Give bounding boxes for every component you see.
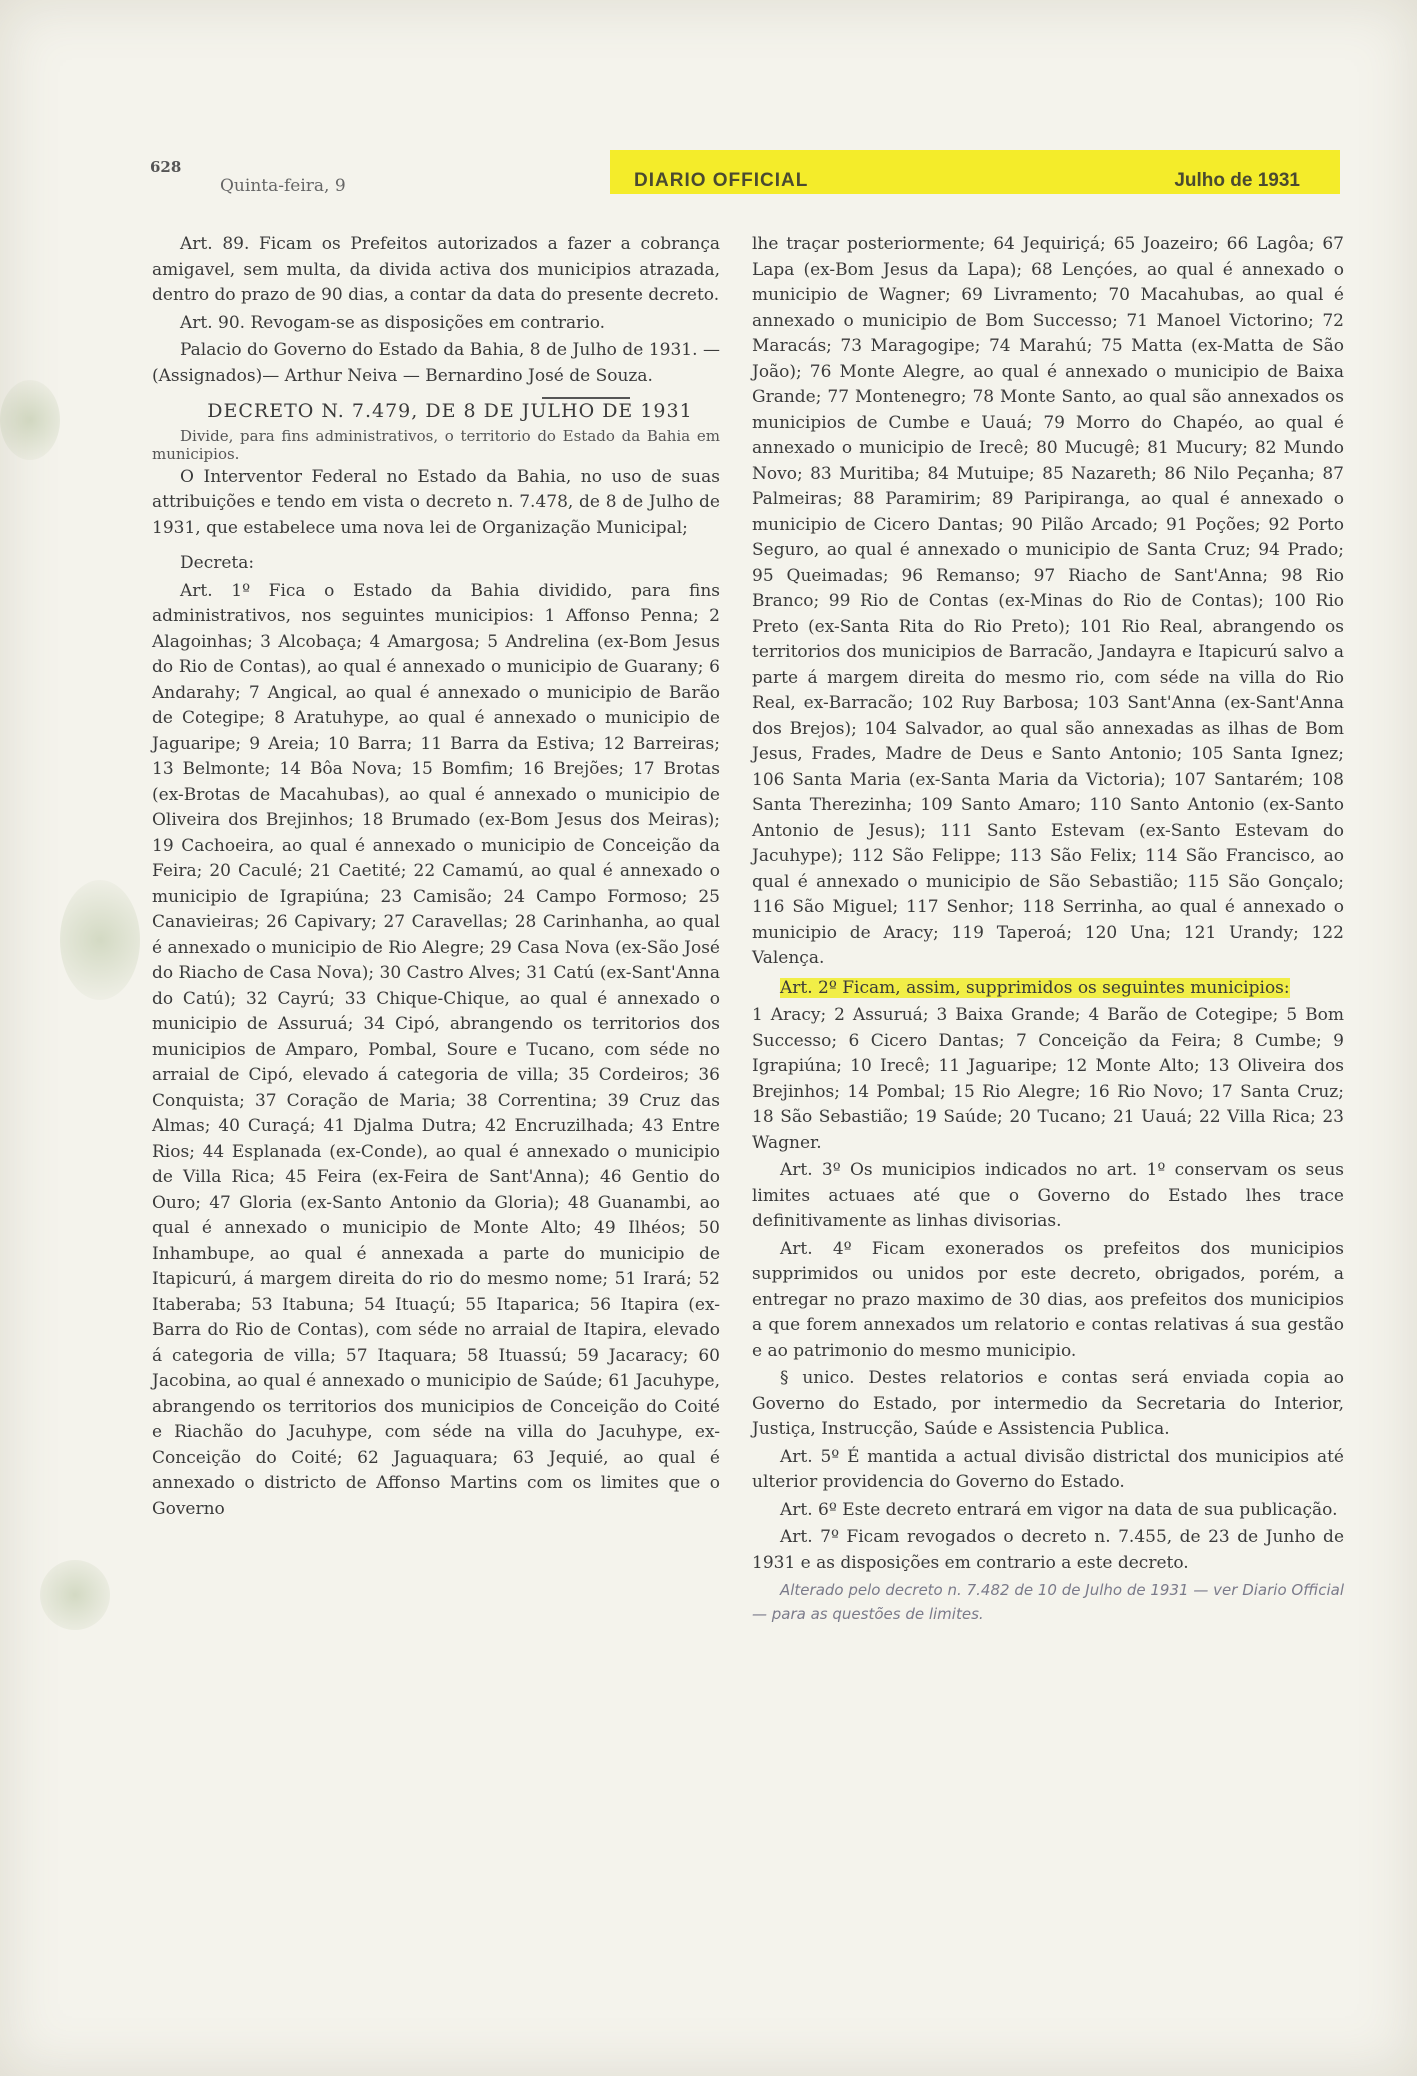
paper-stain [60, 880, 140, 1000]
highlighted-text: Art. 2º Ficam, assim, supprimidos os seguintes municipios: [780, 977, 1290, 998]
article-2-heading [752, 976, 1344, 1002]
left-column [152, 232, 720, 1524]
article-1-continuation: lhe traçar posteriormente; 64 Jequiriçá; 65 Joazeiro; 66 Lagôa; 67 Lapa (ex-Bom Jesus da Lapa); 68 Lençóes, ao qual é annexado o municipio de Wagner; 69 Livramento; 70 Macahubas, ao qual é annexado o municipio de Bom Successo; 71 Manoel Victorino; 72 Maracás; 73 Maragogipe; 74 Marahú; 75 Matta (ex-Matta de São João); 76 Monte Alegre, ao qual é annexado o municipio de Baixa Grande; 77 Montenegro; 78 Monte Santo, ao qual são annexados os municipios de Cumbe e Uauá; 79 Morro do Chapéo, ao qual é annexado o municipio de Irecê; 80 Mucugê; 81 Mucury; 82 Mundo Novo; 83 Muritiba; 84 Mutuipe; 85 Nazareth; 86 Nilo Peçanha; 87 Palmeiras; 88 Paramirim; 89 Paripiranga, ao qual é annexado o municipio de Cicero Dantas; 90 Pilão Arcado; 91 Poções; 92 Porto Seguro, ao qual é annexado o municipio de Santa Cruz; 94 Prado; 95 Queimadas; 96 Remanso; 97 Riacho de Sant'Anna; 98 Rio Branco; 99 Rio de Contas (ex-Minas do Rio de Contas); 100 Rio Preto (ex-Santa Rita do Rio Preto); 101 Rio Real, abrangendo os territorios dos municipios de Barracão, Jandayra e Itapicurú salvo a parte á margem direita do mesmo rio, com séde na villa do Rio Real, ex-Barracão; 102 Ruy Barbosa; 103 Sant'Anna (ex-Sant'Anna dos Brejos); 104 Salvador, ao qual são annexadas as ilhas de Bom Jesus, Frades, Madre de Deus e Santo Antonio; 105 Santa Ignez; 106 Santa Maria (ex-Santa Maria da Victoria); 107 Santarém; 108 Santa Therezinha; 109 Santo Amaro; 110 Santo Antonio (ex-Santo Antonio de Jesus); 111 Santo Estevam (ex-Santo Estevam do Jacuhype); 112 São Felippe; 113 São Felix; 114 São Francisco, ao qual é annexado o municipio de São Sebastião; 115 São Gonçalo; 116 São Miguel; 117 Senhor; 118 Serrinha, ao qual é annexado o municipio de Aracy; 119 Taperoá; 120 Una; 121 Urandy; 122 Valença. [752, 234, 1344, 968]
article-90: Art. 90. Revogam-se as disposições em contrario. [180, 312, 606, 333]
decree-summary: Divide, para fins administrativos, o territorio do Estado da Bahia em municipios. [152, 426, 720, 463]
article-4: Art. 4º Ficam exonerados os prefeitos dos municipios supprimidos ou unidos por este decreto, obrigados, porém, a entregar no prazo maximo de 30 dias, aos prefeitos dos municipios a que forem annexados um relatorio e contas relativas á sua gestão e ao patrimonio do mesmo municipio. [752, 1238, 1344, 1361]
signature-paragraph: Palacio do Governo do Estado da Bahia, 8 de Julho de 1931. —(Assignados)— Arthur Neiva — Bernardino José de Souza. [152, 340, 720, 386]
article-1: Art. 1º Fica o Estado da Bahia dividido, para fins administrativos, nos seguintes municipios: 1 Affonso Penna; 2 Alagoinhas; 3 Alcobaça; 4 Amargosa; 5 Andrelina (ex-Bom Jesus do Rio de Contas), ao qual é annexado o municipio de Guarany; 6 Andarahy; 7 Angical, ao qual é annexado o municipio de Barão de Cotegipe; 8 Aratuhype, ao qual é annexado o municipio de Jaguaripe; 9 Areia; 10 Barra; 11 Barra da Estiva; 12 Barreiras; 13 Belmonte; 14 Bôa Nova; 15 Bomfim; 16 Brejões; 17 Brotas (ex-Brotas de Macahubas), ao qual é annexado o municipio de Oliveira dos Brejinhos; 18 Brumado (ex-Bom Jesus dos Meiras); 19 Cachoeira, ao qual é annexado o municipio de Conceição da Feira; 20 Caculé; 21 Caetité; 22 Camamú, ao qual é annexado o municipio de Igrapiúna; 23 Camisão; 24 Campo Formoso; 25 Canavieiras; 26 Capivary; 27 Caravellas; 28 Carinhanha, ao qual é annexado o municipio de Rio Alegre; 29 Casa Nova (ex-São José do Riacho de Casa Nova); 30 Castro Alves; 31 Catú (ex-Sant'Anna do Catú); 32 Cayrú; 33 Chique-Chique, ao qual é annexado o municipio de Assuruá; 34 Cipó, abrangendo os territorios dos municipios de Amparo, Pombal, Soure e Tucano, com séde no arraial de Cipó, elevado á categoria de villa; 35 Cordeiros; 36 Conquista; 37 Coração de Maria; 38 Correntina; 39 Cruz das Almas; 40 Curaçá; 41 Djalma Dutra; 42 Encruzilhada; 43 Entre Rios; 44 Esplanada (ex-Conde), ao qual é annexado o municipio de Villa Rica; 45 Feira (ex-Feira de Sant'Anna); 46 Gentio do Ouro; 47 Gloria (ex-Santo Antonio da Gloria); 48 Guanambi, ao qual é annexado o municipio de Monte Alto; 49 Ilhéos; 50 Inhambupe, ao qual é annexada a parte do municipio de Itapicurú, á margem direita do rio do mesmo nome; 51 Irará; 52 Itaberaba; 53 Itabuna; 54 Ituaçú; 55 Itaparica; 56 Itapira (ex-Barra do Rio de Contas), com séde no arraial de Itapira, elevado á categoria de villa; 57 Itaquara; 58 Ituassú; 59 Jacaracy; 60 Jacobina, ao qual é annexado o municipio de Saúde; 61 Jacuhype, abrangendo os territorios dos municipios de Conceição do Coité e Riachão do Jacuhype, com séde na villa do Jacuhype, ex-Conceição do Coité; 62 Jaguaquara; 63 Jequié, ao qual é annexado o districto de Affonso Martins com os limites que o Governo [152, 580, 720, 1519]
issue-date: Julho de 1931 [1174, 170, 1300, 191]
decreta-label: Decreta: [180, 553, 255, 573]
handwritten-note: Alterado pelo decreto n. 7.482 de 10 de Julho de 1931 — ver Diario Official — para as questões de limites. [752, 1581, 1344, 1623]
decree-preamble: O Interventor Federal no Estado da Bahia, no uso de suas attribuições e tendo em vista o decreto n. 7.478, de 8 de Julho de 1931, que estabelece uma nova lei de Organização Municipal; [152, 466, 720, 538]
paper-stain [40, 1560, 110, 1630]
article-89: Art. 89. Ficam os Prefeitos autorizados a fazer a cobrança amigavel, sem multa, da divida activa dos municipios atrazada, dentro do prazo de 90 dias, a contar da data do presente decreto. [152, 234, 720, 305]
article-3: Art. 3º Os municipios indicados no art. 1º conservam os seus limites actuaes até que o Governo do Estado lhes trace definitivamente as linhas divisorias. [752, 1160, 1344, 1231]
page-day: Quinta-feira, 9 [220, 176, 346, 196]
article-5: Art. 5º É mantida a actual divisão districtal dos municipios até ulterior providencia do Governo do Estado. [752, 1446, 1344, 1492]
paper-stain [0, 380, 60, 460]
right-column [752, 232, 1344, 1628]
page-number: 628 [150, 158, 182, 176]
decree-title: DECRETO N. 7.479, DE 8 DE JULHO DE 1931 [207, 400, 693, 422]
article-2-list: 1 Aracy; 2 Assuruá; 3 Baixa Grande; 4 Barão de Cotegipe; 5 Bom Successo; 6 Cicero Dantas; 7 Conceição da Feira; 8 Cumbe; 9 Igrapiúna; 10 Irecê; 11 Jaguaripe; 12 Monte Alto; 13 Oliveira dos Brejinhos; 14 Pombal; 15 Rio Alegre; 16 Rio Novo; 17 Santa Cruz; 18 São Sebastião; 19 Saúde; 20 Tucano; 21 Uauá; 22 Villa Rica; 23 Wagner. [752, 1005, 1344, 1153]
page-header [150, 150, 1340, 202]
article-4-paragraph: § unico. Destes relatorios e contas será enviada copia ao Governo do Estado, por intermedio da Secretaria do Interior, Justiça, Instrucção, Saúde e Assistencia Publica. [752, 1368, 1344, 1439]
newspaper-name: DIARIO OFFICIAL [634, 170, 809, 191]
newspaper-banner [610, 150, 1340, 194]
article-7: Art. 7º Ficam revogados o decreto n. 7.455, de 23 de Junho de 1931 e as disposições em contrario a este decreto. [752, 1527, 1344, 1573]
article-6: Art. 6º Este decreto entrará em vigor na data de sua publicação. [780, 1499, 1338, 1520]
